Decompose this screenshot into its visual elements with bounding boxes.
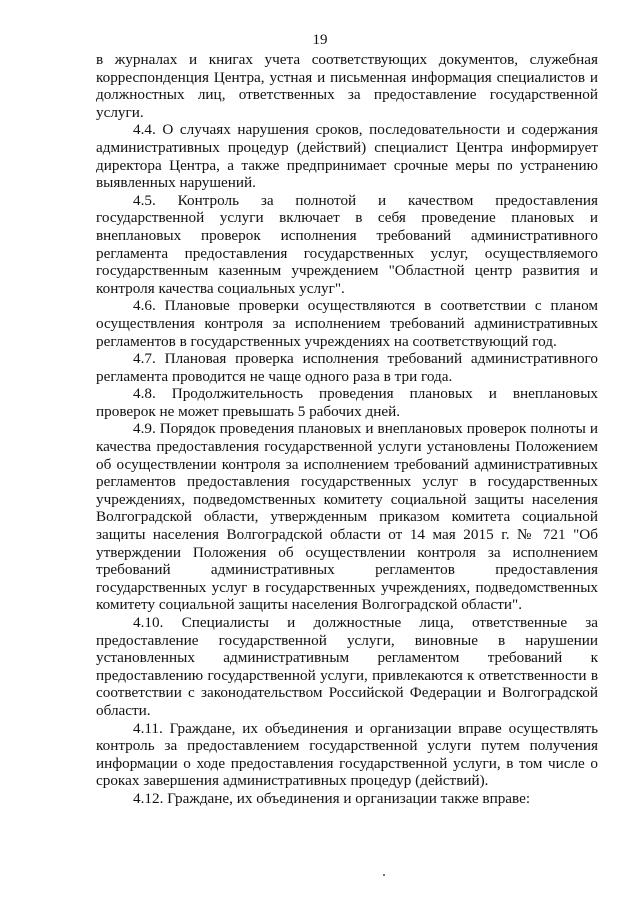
document-body (96, 51, 598, 808)
page-number: 19 (312, 32, 328, 48)
paragraph-4-8: 4.8. Продолжительность проведения плановых и внеплановых проверок не может превышать 5 рабочих дней. (96, 385, 598, 420)
paragraph-4-4: 4.4. О случаях нарушения сроков, последовательности и содержания административных процедур (действий) специалист Центра информирует директора Центра, а также предпринимает срочные меры по устранению выявленных нарушений. (96, 121, 598, 192)
scan-speck (383, 874, 385, 876)
paragraph-continuation: в журналах и книгах учета соответствующих документов, служебная корреспонденция Центра, устная и письменная информация специалистов и должностных лиц, ответственных за предоставление государственной услуги. (96, 51, 598, 121)
paragraph-4-5: 4.5. Контроль за полнотой и качеством предоставления государственной услуги включает в себя проведение плановых и внеплановых проверок исполнения требований административного регламента предоставления государственных услуг, осуществляемого государственным казенным учреждением "Областной центр развития и контроля качества социальных услуг". (96, 191, 598, 297)
paragraph-4-7: 4.7. Плановая проверка исполнения требований административного регламента проводится не чаще одного раза в три года. (96, 350, 598, 385)
paragraph-4-9: 4.9. Порядок проведения плановых и внеплановых проверок полноты и качества предоставления государственной услуги установлены Положением об осуществлении контроля за исполнением требований административных регламентов предоставления государственных услуг в государственных учреждениях, подведомственных комитету социальной защиты населения Волгоградской области, утвержденным приказом комитета социальной защиты населения Волгоградской области от 14 мая 2015 г. № 721 "Об утверждении Положения об осуществлении контроля за исполнением требований административных регламентов предоставления государственных услуг в государственных учреждениях, подведомственных комитету социальной защиты населения Волгоградской области". (96, 420, 598, 614)
paragraph-4-10: 4.10. Специалисты и должностные лица, ответственные за предоставление государственной услуги, виновные в нарушении установленных административным регламентом требований к предоставлению государственной услуги, привлекаются к ответственности в соответствии с законодательством Российской Федерации и Волгоградской области. (96, 614, 598, 719)
paragraph-4-12: 4.12. Граждане, их объединения и организации также вправе: (133, 789, 531, 807)
paragraph-4-6: 4.6. Плановые проверки осуществляются в соответствии с планом осуществления контроля за исполнением требований административных регламентов в государственных учреждениях на соответствующий год. (96, 297, 598, 350)
paragraph-4-11: 4.11. Граждане, их объединения и организации вправе осуществлять контроль за предоставлением государственной услуги путем получения информации о ходе предоставления государственной услуги, в том числе о сроках завершения административных процедур (действий). (96, 719, 598, 790)
